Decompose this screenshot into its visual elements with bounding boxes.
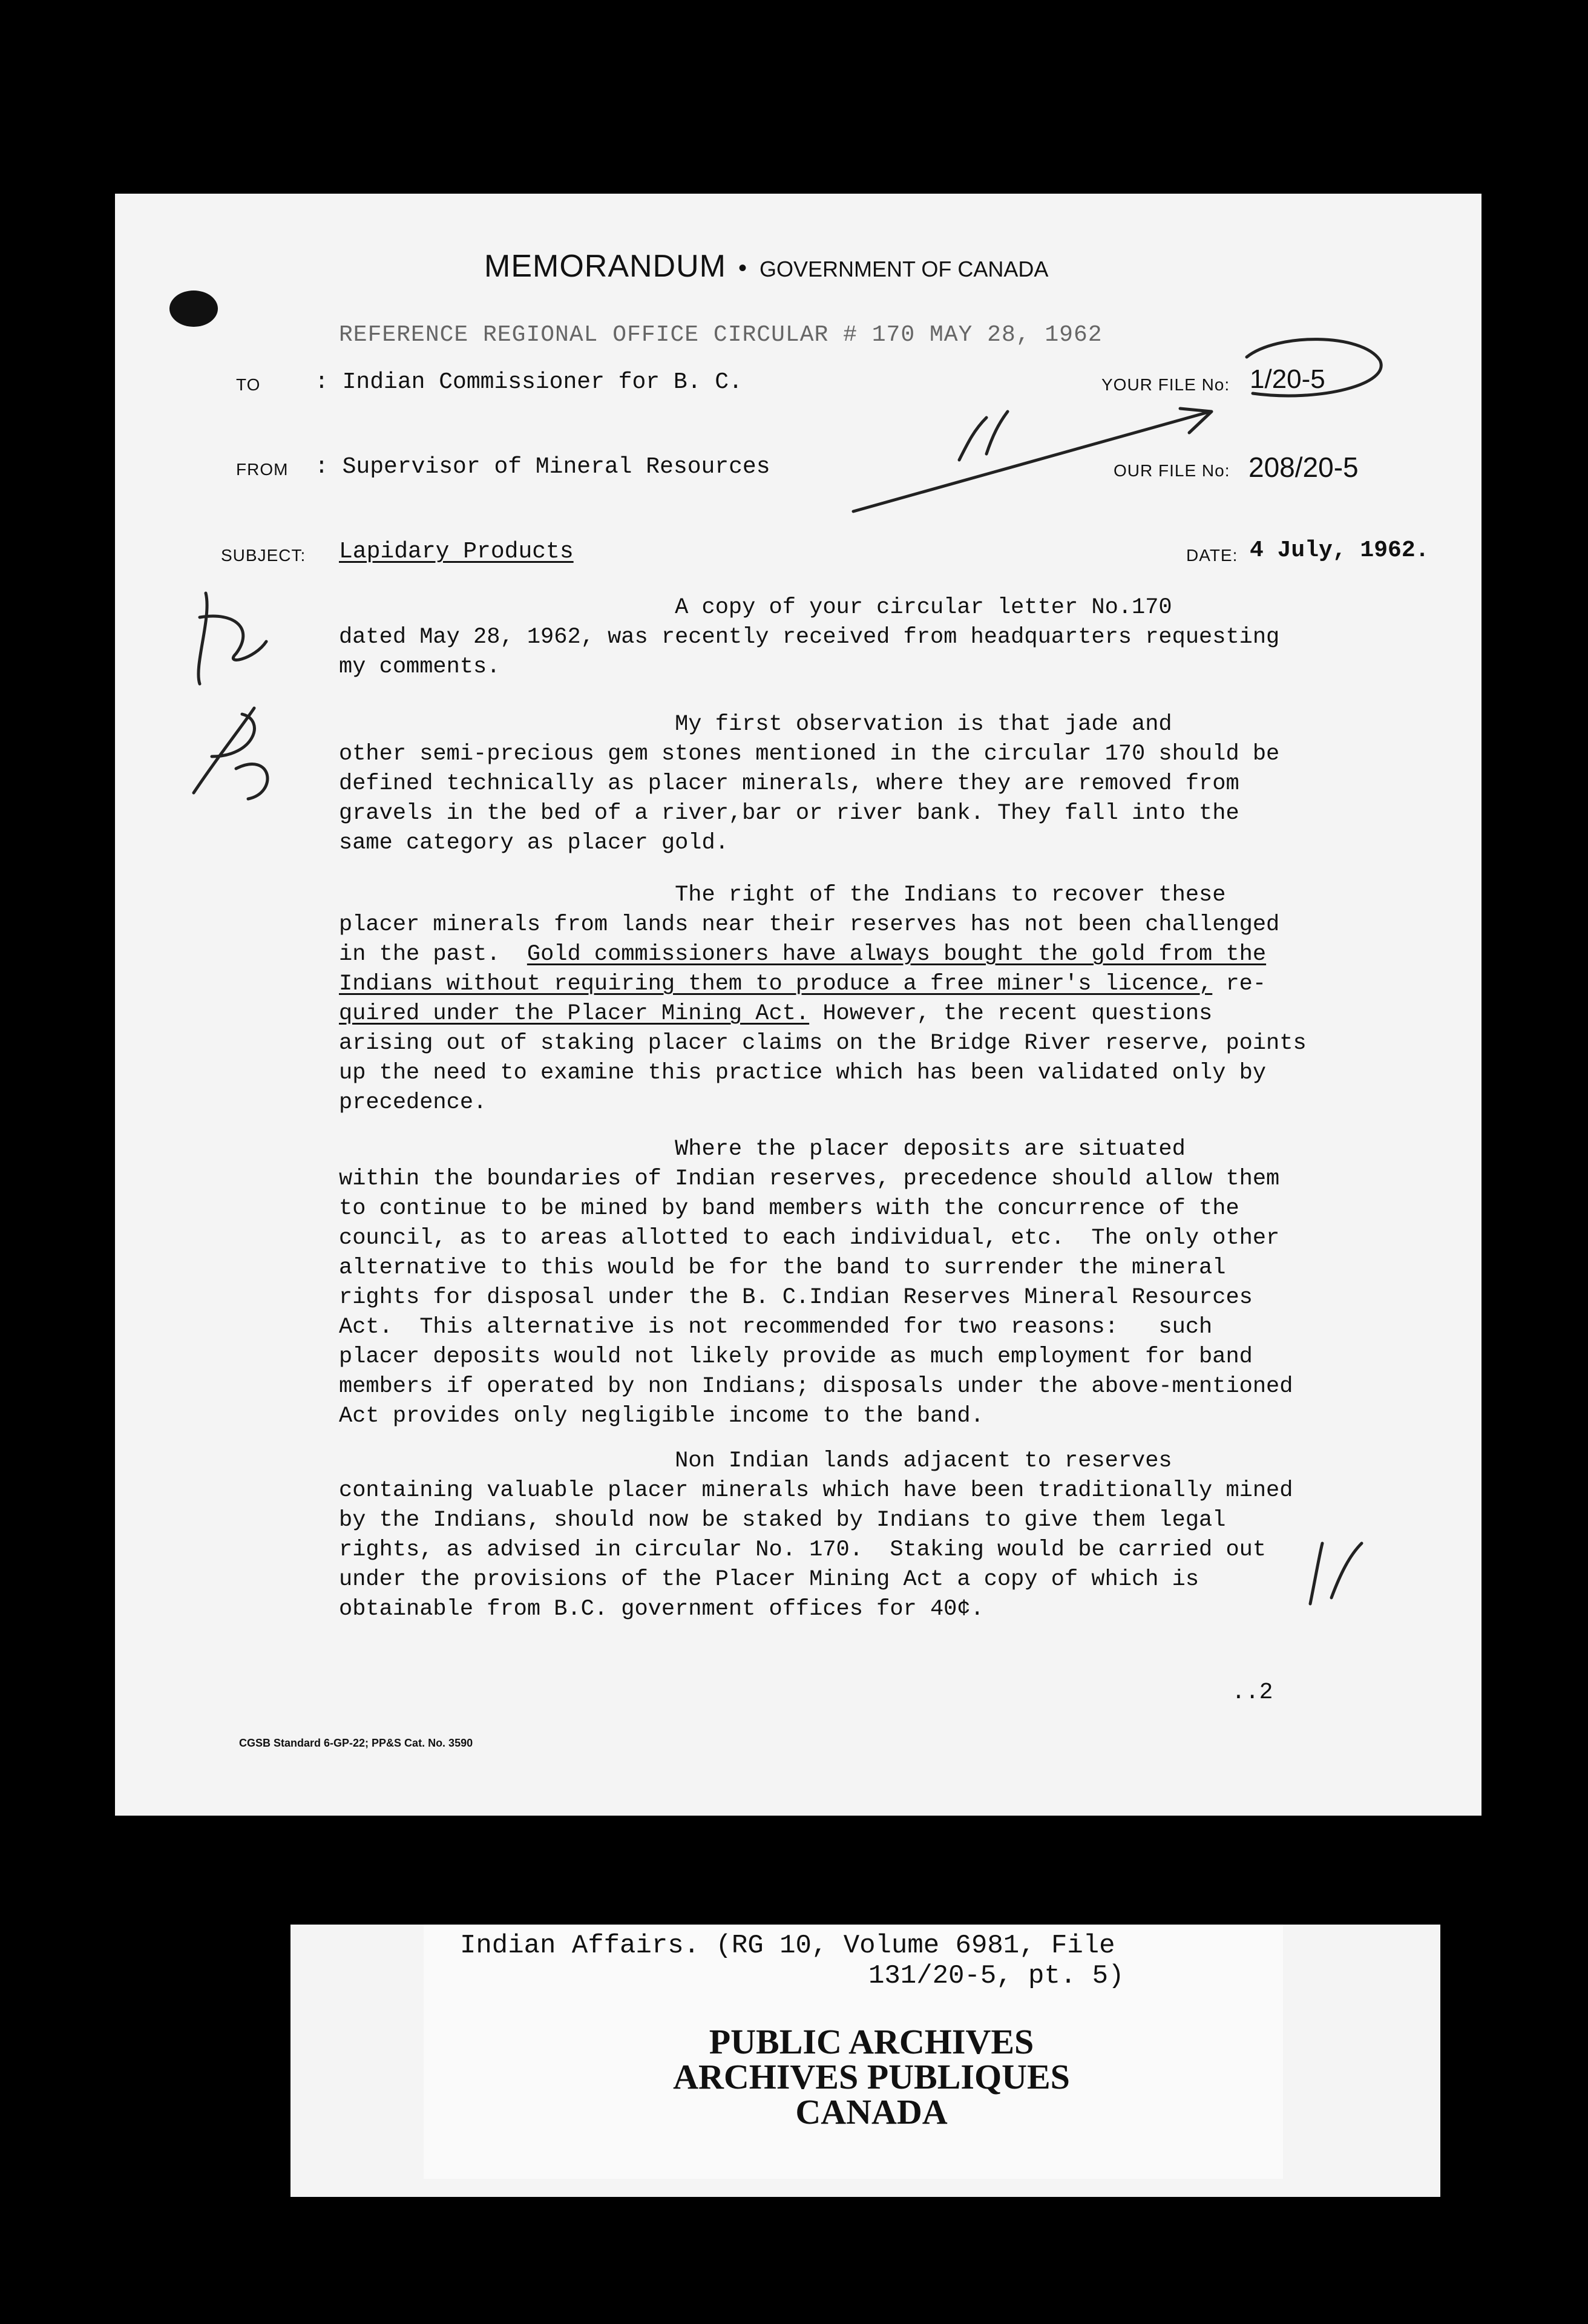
- your-file-value: 1/20-5: [1250, 364, 1325, 394]
- paragraph-3-text: The right of the Indians to recover these placer minerals from lands near their reserves has not been challenged in the past.: [339, 882, 1280, 967]
- page-continuation: ..2: [1232, 1679, 1273, 1705]
- citation-line-1: Indian Affairs. (RG 10, Volume 6981, File: [460, 1931, 1115, 1961]
- paragraph-4: Where the placer deposits are situated within the boundaries of Indian reserves, precedence should allow them to continue to be mined by band members with the concurrence of the council, as to areas allotted to each individual, etc. The only other alternative to this would be for the band to surrender the mineral rights for disposal under the B. C.Indian Reserves Mineral Resources Act. This alternative is not recommended for two reasons: such placer deposits would not likely provide as much employment for band members if operated by non Indians; disposals under the above-mentioned Act provides only negligible income to the band.: [339, 1137, 1293, 1429]
- archives-label-1: PUBLIC ARCHIVES: [709, 2022, 1034, 2061]
- underlined-sentence-tail: re-: [1212, 971, 1267, 997]
- paragraph-5: Non Indian lands adjacent to reserves containing valuable placer minerals which have been traditionally mined by the Indians, should now be staked by Indians to give them legal rights, as advised in circular No. 170. Staking would be carried out under the provisions of the Placer Mining Act a copy of which is obtainable from B.C. government offices for 40¢.: [339, 1448, 1293, 1622]
- underlined-sentence-part2: Indians without requiring them to produce a free miner's licence,: [339, 971, 1213, 997]
- handwritten-annotations: [115, 194, 1481, 1816]
- from-label: FROM: [236, 460, 289, 479]
- underlined-sentence-part1: Gold commissioners have always bought the gold from the: [527, 942, 1267, 967]
- underlined-sentence-part3: quired under the Placer Mining Act.: [339, 1001, 810, 1026]
- archive-label-card: [290, 1925, 1440, 2197]
- reference-line: REFERENCE REGIONAL OFFICE CIRCULAR # 170 MAY 28, 1962: [339, 322, 1103, 348]
- memo-page: [115, 194, 1481, 1816]
- your-file-label: YOUR FILE No:: [1101, 375, 1230, 394]
- paragraph-1: A copy of your circular letter No.170 dated May 28, 1962, was recently received from headquarters requesting my comments.: [339, 595, 1280, 680]
- subject-value: Lapidary Products: [339, 539, 574, 565]
- initials-mark: [959, 412, 1008, 460]
- from-value: : Supervisor of Mineral Resources: [315, 454, 770, 480]
- our-file-label: OUR FILE No:: [1114, 461, 1230, 480]
- form-footer: CGSB Standard 6-GP-22; PP&S Cat. No. 3590: [239, 1737, 473, 1749]
- paragraph-3-continuation: However, the recent questions arising out of staking placer claims on the Bridge River reserve, points up the need to examine this practice which has been validated only by precedence.: [339, 1001, 1307, 1115]
- bottom-initials: [1310, 1543, 1362, 1604]
- date-value: 4 July, 1962.: [1250, 537, 1429, 563]
- paragraph-2: My first observation is that jade and other semi-precious gem stones mentioned in the circular 170 should be defined technically as placer minerals, where they are removed from gravels in the bed of a river,bar or river bank. They fall into the same category as placer gold.: [339, 712, 1280, 856]
- header-separator: •: [738, 254, 747, 281]
- government-label: GOVERNMENT OF CANADA: [760, 257, 1049, 281]
- our-file-value: 208/20-5: [1248, 451, 1359, 483]
- archives-label-3: CANADA: [795, 2092, 948, 2132]
- archives-label-2: ARCHIVES PUBLIQUES: [673, 2057, 1070, 2096]
- citation-line-2: 131/20-5, pt. 5): [868, 1961, 1124, 1991]
- date-label: DATE:: [1186, 546, 1238, 565]
- to-value: : Indian Commissioner for B. C.: [315, 369, 743, 395]
- to-label: TO: [236, 375, 261, 394]
- arrow-mark: [853, 409, 1212, 511]
- subject-label: SUBJECT:: [221, 546, 306, 565]
- file-number-circle: [1247, 340, 1381, 396]
- margin-initials-1: [198, 593, 266, 684]
- ink-stain: [169, 290, 218, 327]
- memo-title: MEMORANDUM: [484, 249, 726, 284]
- margin-initials-2: [194, 708, 267, 799]
